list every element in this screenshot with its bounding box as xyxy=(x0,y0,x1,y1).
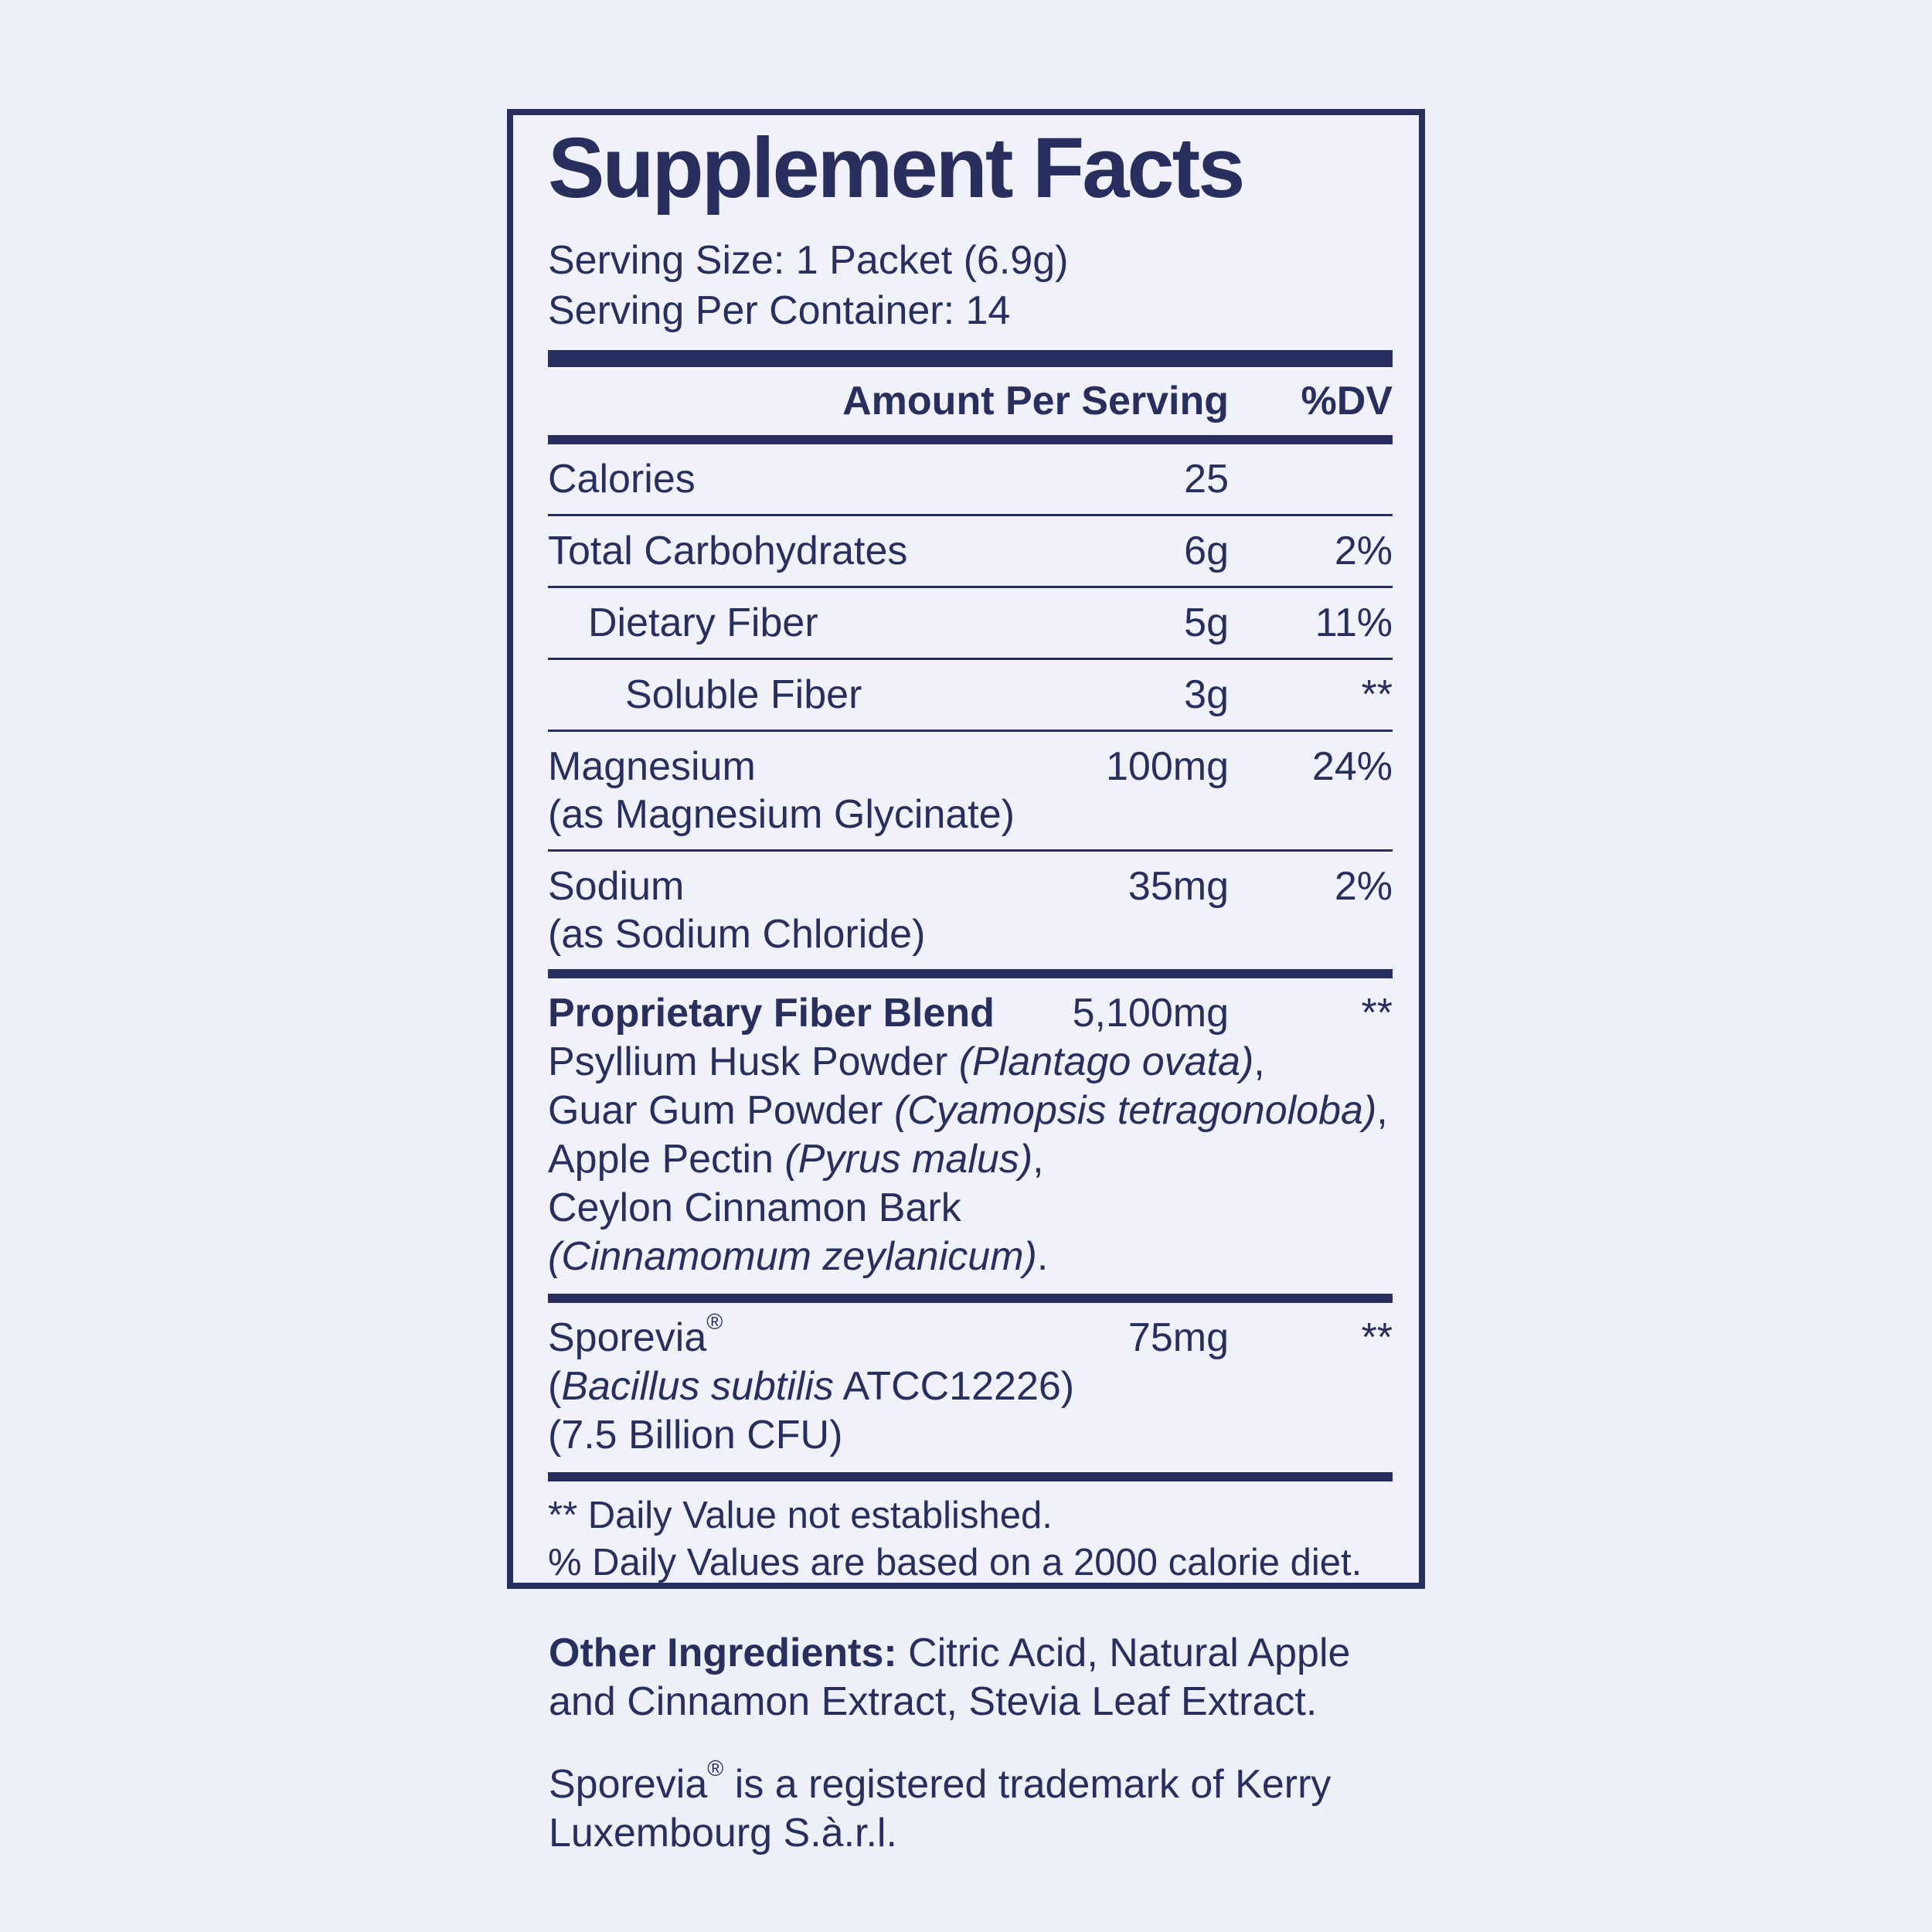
ingredient-common-name: Apple Pectin xyxy=(548,1137,785,1182)
probiotic-section xyxy=(548,1303,1393,1472)
table-header-row xyxy=(548,367,1393,435)
header-percent-dv: %DV xyxy=(1301,379,1393,423)
ingredient-separator: , xyxy=(1376,1088,1388,1133)
trademark-brand: Sporevia xyxy=(549,1762,708,1807)
table-row-magnesium xyxy=(548,732,1393,852)
other-ingredients-label: Other Ingredients: xyxy=(549,1631,897,1675)
probiotic-amount: 75mg xyxy=(1128,1315,1229,1360)
nutrient-name: Dietary Fiber xyxy=(588,600,818,645)
nutrient-amount: 3g xyxy=(1184,672,1229,717)
below-panel-text xyxy=(549,1629,1418,1858)
nutrient-form-note: (as Magnesium Glycinate) xyxy=(548,792,1015,837)
divider-below-header xyxy=(548,435,1393,444)
probiotic-dv: ** xyxy=(1361,1315,1393,1360)
divider-thick-top xyxy=(548,350,1393,367)
registered-mark: ® xyxy=(706,1310,723,1335)
ingredient-latin-name: (Cinnamomum zeylanicum) xyxy=(548,1234,1037,1279)
nutrient-name-block xyxy=(548,862,1028,958)
nutrient-amount: 6g xyxy=(1184,529,1229,573)
other-ingredients-paragraph xyxy=(549,1629,1418,1726)
blend-ingredient-line xyxy=(548,1184,1393,1233)
nutrient-dv: 2% xyxy=(1334,529,1393,573)
header-amount-per-serving: Amount Per Serving xyxy=(842,379,1229,423)
footnote-calorie-diet: % Daily Values are based on a 2000 calorie diet. xyxy=(548,1542,1362,1583)
divider-above-footnotes xyxy=(548,1472,1393,1481)
ingredient-latin-name: (Pyrus malus) xyxy=(784,1137,1033,1182)
probiotic-header-row xyxy=(548,1310,1393,1362)
nutrient-name: Calories xyxy=(548,457,696,502)
blend-header-row xyxy=(548,989,1393,1038)
registered-mark: ® xyxy=(707,1757,724,1781)
nutrient-amount: 100mg xyxy=(1106,744,1229,789)
other-ingredients-list: Citric Acid, Natural Apple and Cinnamon Extract, Stevia Leaf Extract. xyxy=(549,1631,1351,1724)
ingredient-latin-name: (Plantago ovata) xyxy=(958,1039,1254,1084)
nutrient-dv: ** xyxy=(1361,672,1393,717)
nutrient-form-note: (as Sodium Chloride) xyxy=(548,912,926,957)
supplement-facts-panel xyxy=(507,109,1425,1589)
panel-title: Supplement Facts xyxy=(548,121,1243,216)
blend-ingredient-line xyxy=(548,1087,1393,1135)
blend-dv: ** xyxy=(1361,991,1393,1036)
nutrient-dv: 2% xyxy=(1334,864,1393,909)
blend-ingredient-line xyxy=(548,1038,1393,1087)
nutrient-name: Total Carbohydrates xyxy=(548,529,908,573)
ingredient-common-name: Guar Gum Powder xyxy=(548,1088,894,1133)
nutrient-name: Soluble Fiber xyxy=(625,672,862,717)
table-row-calories xyxy=(548,444,1393,516)
nutrient-dv: 24% xyxy=(1311,744,1393,789)
nutrient-amount: 25 xyxy=(1184,457,1229,502)
divider-above-probiotic xyxy=(548,1294,1393,1303)
proprietary-fiber-blend-section xyxy=(548,978,1393,1294)
table-row-dietary-fiber xyxy=(548,588,1393,660)
strain-latin-name: Bacillus subtilis xyxy=(561,1364,834,1409)
nutrient-name-block xyxy=(548,743,1028,838)
nutrient-amount: 35mg xyxy=(1128,864,1229,909)
probiotic-name xyxy=(548,1310,1028,1362)
strain-paren: ( xyxy=(548,1364,562,1409)
serving-info xyxy=(548,236,1393,336)
divider-above-blend xyxy=(548,969,1393,978)
footnote-dv-not-established: ** Daily Value not established. xyxy=(548,1495,1053,1536)
ingredient-common-name: Psyllium Husk Powder xyxy=(548,1039,959,1084)
nutrient-dv: 11% xyxy=(1315,600,1393,645)
table-row-soluble-fiber xyxy=(548,660,1393,732)
nutrient-name: Magnesium xyxy=(548,744,756,789)
probiotic-brand: Sporevia xyxy=(548,1315,707,1360)
trademark-paragraph xyxy=(549,1757,1418,1858)
servings-per-container: Serving Per Container: 14 xyxy=(548,288,1011,333)
serving-size: Serving Size: 1 Packet (6.9g) xyxy=(548,238,1069,283)
footnotes xyxy=(548,1481,1393,1587)
ingredient-separator: , xyxy=(1032,1137,1044,1182)
blend-ingredient-line xyxy=(548,1233,1393,1281)
probiotic-cfu-line: (7.5 Billion CFU) xyxy=(548,1413,843,1458)
ingredient-separator: . xyxy=(1036,1234,1049,1279)
probiotic-strain-line xyxy=(548,1362,1393,1411)
blend-ingredient-line xyxy=(548,1135,1393,1184)
nutrient-name: Sodium xyxy=(548,864,685,909)
ingredient-latin-name: (Cyamopsis tetragonoloba) xyxy=(893,1088,1377,1133)
blend-amount: 5,100mg xyxy=(1072,991,1229,1036)
ingredient-common-name: Ceylon Cinnamon Bark xyxy=(548,1185,961,1230)
nutrient-amount: 5g xyxy=(1184,600,1229,645)
blend-name: Proprietary Fiber Blend xyxy=(548,991,995,1036)
table-row-sodium xyxy=(548,852,1393,969)
strain-id: ATCC12226) xyxy=(833,1364,1075,1409)
ingredient-separator: , xyxy=(1253,1039,1265,1084)
table-row-total-carbohydrates xyxy=(548,516,1393,588)
trademark-statement: is a registered trademark of Kerry Luxembourg S.à.r.l. xyxy=(549,1762,1332,1855)
